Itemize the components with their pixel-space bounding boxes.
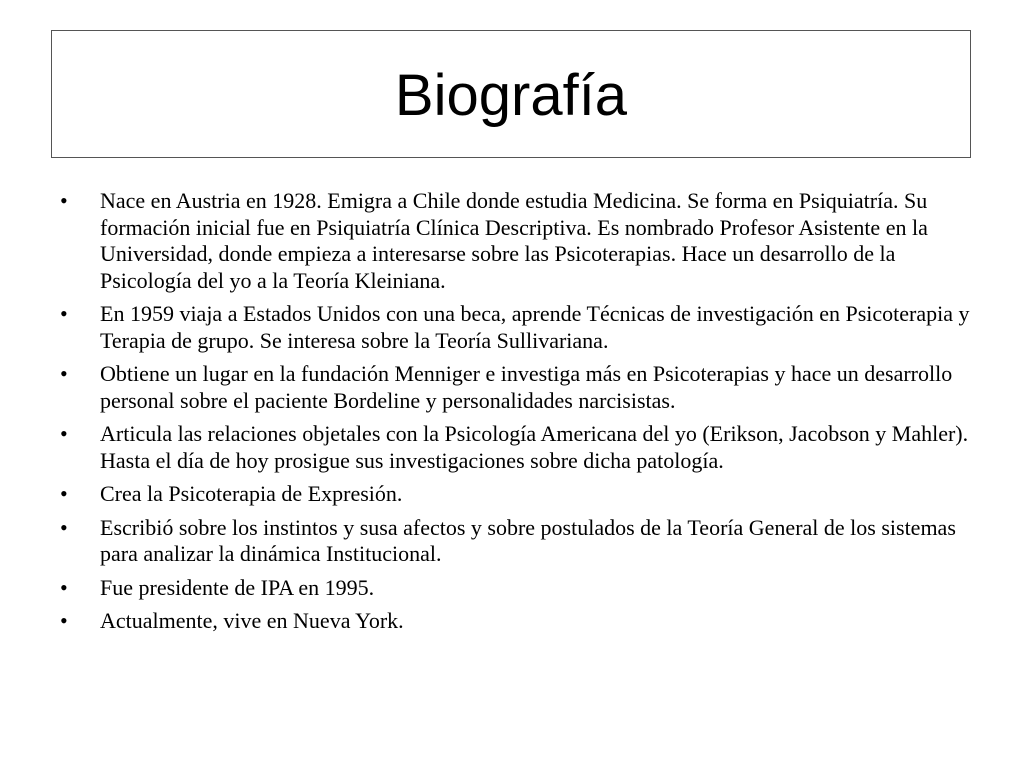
bullet-text: Escribió sobre los instintos y susa afectos y sobre postulados de la Teoría General de los sistemas para analizar la dinámica Institucional.	[100, 514, 956, 566]
list-item	[60, 421, 970, 474]
bullet-text: Nace en Austria en 1928. Emigra a Chile donde estudia Medicina. Se forma en Psiquiatría. Su formación inicial fue en Psiquiatría Clínica Descriptiva. Es nombrado Profesor Asistente en la Universidad, donde empieza a interesarse sobre las Psicoterapias. Hace un desarrollo de la Psicología del yo a la Teoría Kleiniana.	[100, 188, 928, 293]
list-item	[60, 608, 970, 635]
bullet-icon: •	[60, 301, 68, 326]
bullet-text: Obtiene un lugar en la fundación Menniger e investiga más en Psicoterapias y hace un desarrollo personal sobre el paciente Bordeline y personalidades narcisistas.	[100, 361, 953, 413]
bullet-icon: •	[60, 188, 68, 213]
slide-title: Biografía	[394, 63, 628, 128]
bullet-icon: •	[60, 514, 68, 540]
list-item	[60, 361, 970, 414]
list-item	[60, 481, 970, 508]
title-box	[51, 30, 971, 158]
list-item	[60, 188, 970, 294]
bullet-text: Fue presidente de IPA en 1995.	[100, 574, 375, 600]
bullet-icon: •	[60, 608, 68, 633]
bullet-icon: •	[60, 421, 68, 446]
bullet-text: Articula las relaciones objetales con la Psicología Americana del yo (Erikson, Jacobson y Mahler). Hasta el día de hoy prosigue sus investigaciones sobre dicha patología.	[100, 421, 969, 473]
list-item	[60, 575, 970, 602]
bullet-icon: •	[60, 574, 68, 600]
list-item	[60, 301, 970, 354]
bullet-text: En 1959 viaja a Estados Unidos con una beca, aprende Técnicas de investigación en Psicoterapia y Terapia de grupo. Se interesa sobre la Teoría Sullivariana.	[100, 301, 970, 353]
bullet-icon: •	[60, 481, 68, 506]
list-item	[60, 515, 970, 568]
bullet-text: Crea la Psicoterapia de Expresión.	[100, 481, 403, 506]
bullet-text: Actualmente, vive en Nueva York.	[100, 608, 404, 633]
bullet-icon: •	[60, 361, 68, 386]
bullet-list	[60, 188, 970, 642]
